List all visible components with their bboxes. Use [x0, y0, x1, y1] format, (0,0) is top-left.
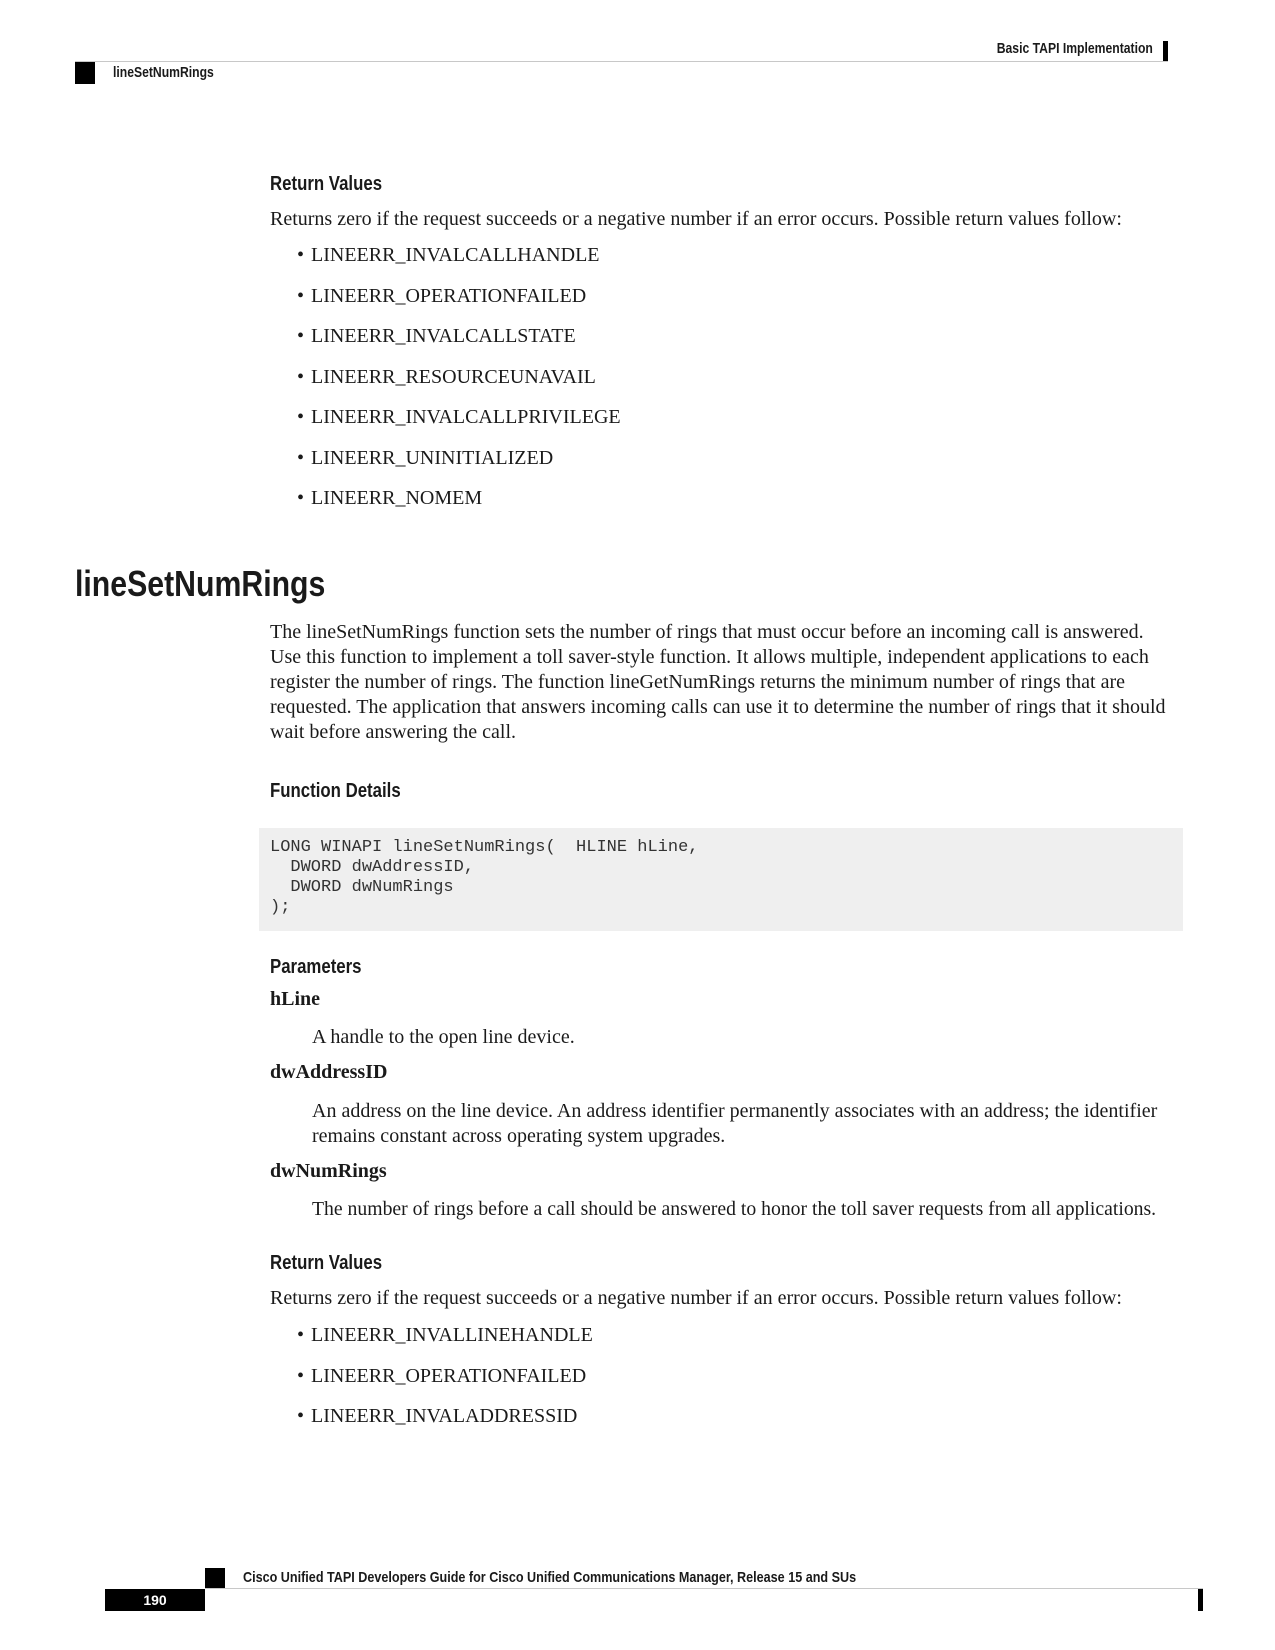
footer-block-marker: [205, 1568, 225, 1588]
param-name: hLine: [270, 988, 321, 1010]
return-values-list: [297, 1323, 593, 1445]
section-title: lineSetNumRings: [75, 563, 326, 604]
param-name: dwNumRings: [270, 1160, 387, 1182]
running-header-section: lineSetNumRings: [113, 65, 214, 81]
return-values-intro-prev: Returns zero if the request succeeds or a negative number if an error occurs. Possible return values follow:: [270, 208, 1122, 230]
param-description: A handle to the open line device.: [312, 1026, 575, 1048]
section-description: The lineSetNumRings function sets the number of rings that must occur before an incoming call is answered. Use this function to implement a toll saver-style function. It allows multiple, independent applications to each register the number of rings. The function lineGetNumRings returns the minimum number of rings that are requested. The application that answers incoming calls can use it to determine the number of rings that it should wait before answering the call.: [270, 621, 1166, 743]
footer-rule: [205, 1588, 1203, 1589]
param-description: The number of rings before a call should be answered to honor the toll saver requests from all applications.: [312, 1198, 1157, 1220]
list-item: • LINEERR_OPERATIONFAILED: [297, 284, 621, 325]
return-values-intro: Returns zero if the request succeeds or a negative number if an error occurs. Possible return values follow:: [270, 1287, 1122, 1309]
list-item: • LINEERR_OPERATIONFAILED: [297, 1364, 593, 1405]
list-item: • LINEERR_INVALCALLSTATE: [297, 324, 621, 365]
return-values-heading: Return Values: [270, 1252, 383, 1274]
list-item: • LINEERR_INVALCALLHANDLE: [297, 243, 621, 284]
header-block-marker: [75, 62, 95, 84]
list-item: • LINEERR_NOMEM: [297, 486, 621, 527]
footer-title: Cisco Unified TAPI Developers Guide for Cisco Unified Communications Manager, Release 15 and SUs: [243, 1569, 857, 1586]
footer-bar-marker: [1198, 1589, 1203, 1611]
running-header-chapter: Basic TAPI Implementation: [996, 41, 1153, 57]
list-item: • LINEERR_UNINITIALIZED: [297, 446, 621, 487]
list-item: • LINEERR_INVALADDRESSID: [297, 1404, 593, 1445]
header-rule: [75, 61, 1168, 62]
list-item: • LINEERR_RESOURCEUNAVAIL: [297, 365, 621, 406]
return-values-list-prev: [297, 243, 621, 527]
parameters-heading: Parameters: [270, 956, 362, 978]
function-details-heading: Function Details: [270, 780, 401, 802]
list-item: • LINEERR_INVALLINEHANDLE: [297, 1323, 593, 1364]
return-values-heading-prev: Return Values: [270, 173, 383, 195]
page-number: 190: [105, 1589, 205, 1611]
param-description: An address on the line device. An address identifier permanently associates with an address; the identifier remains constant across operating system upgrades.: [312, 1100, 1158, 1147]
list-item: • LINEERR_INVALCALLPRIVILEGE: [297, 405, 621, 446]
header-bar-marker: [1163, 41, 1168, 61]
param-name: dwAddressID: [270, 1061, 388, 1083]
code-block: LONG WINAPI lineSetNumRings( HLINE hLine, DWORD dwAddressID, DWORD dwNumRings );: [259, 828, 1183, 931]
